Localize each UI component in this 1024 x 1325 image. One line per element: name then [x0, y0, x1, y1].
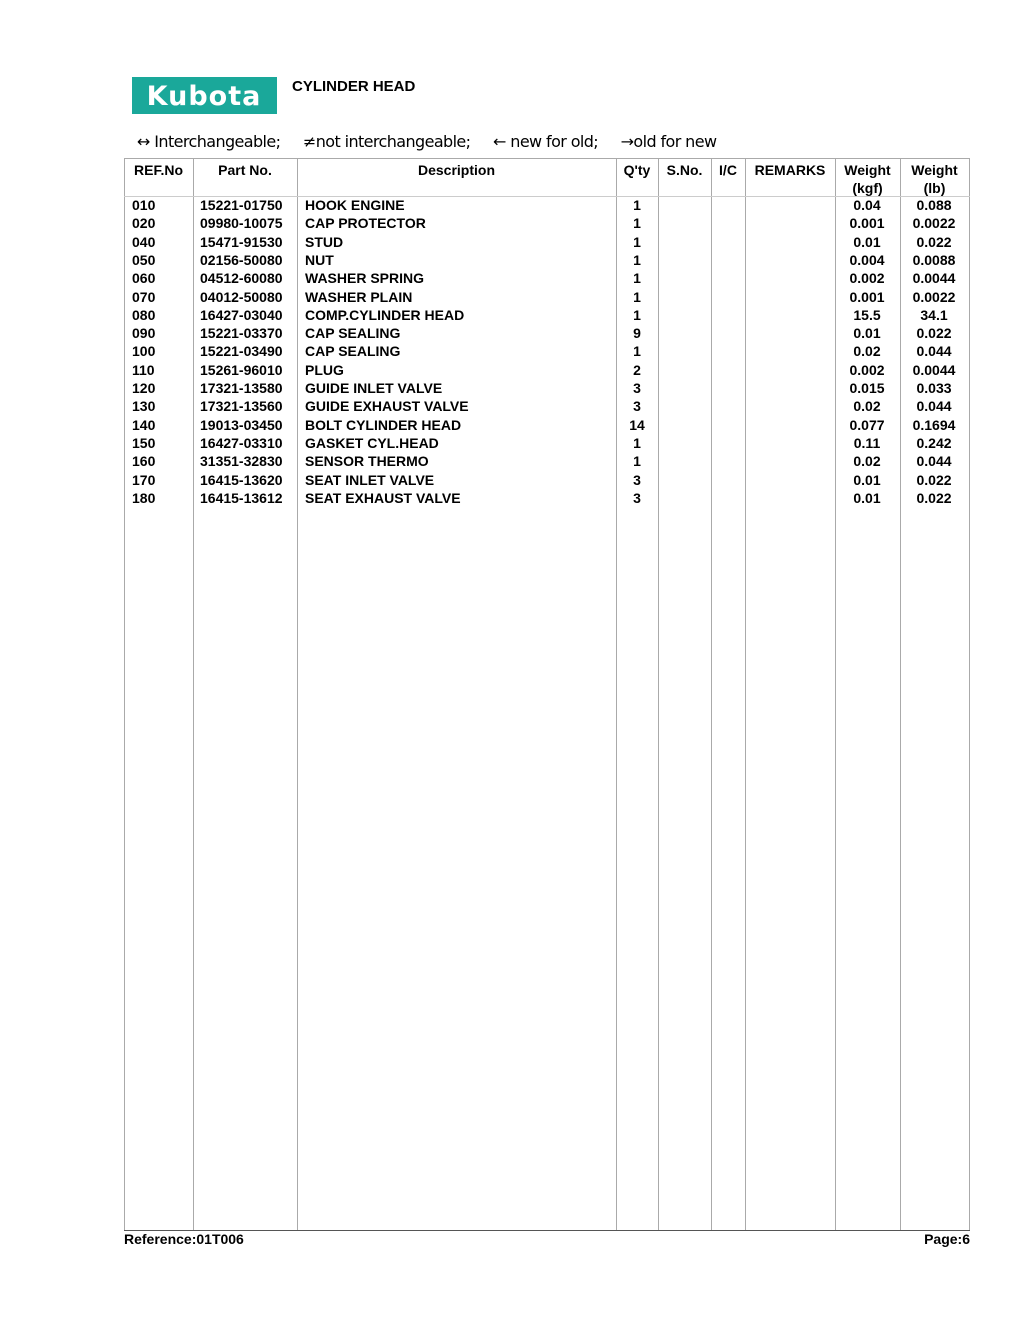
- cell-weight-kgf: 15.5: [853, 306, 881, 323]
- cell-ref: 020: [132, 215, 156, 232]
- cell-part-no: 17321-13580: [200, 380, 283, 396]
- table-row: [124, 325, 970, 343]
- cell-part-no: 16427-03040: [200, 306, 283, 323]
- cell-weight-lb: 0.0044: [912, 361, 956, 378]
- cell-description: GUIDE INLET VALVE: [305, 380, 443, 396]
- table-row: [124, 289, 970, 307]
- footer-page: Page:6: [924, 1231, 970, 1247]
- cell-description: BOLT CYLINDER HEAD: [305, 416, 462, 433]
- cell-description: COMP.CYLINDER HEAD: [305, 306, 465, 323]
- header-weight-kgf: [835, 161, 900, 197]
- cell-weight-kgf: 0.002: [849, 361, 885, 378]
- cell-part-no: 04512-60080: [200, 270, 283, 287]
- cell-description: SENSOR THERMO: [305, 453, 429, 470]
- cell-part-no: 15471-91530: [200, 233, 283, 250]
- cell-qty: 1: [633, 233, 641, 250]
- cell-weight-lb: 0.044: [916, 343, 952, 360]
- cell-description: WASHER PLAIN: [305, 288, 413, 305]
- cell-ref: 120: [132, 380, 156, 396]
- cell-weight-kgf: 0.001: [849, 215, 885, 232]
- table-row: [124, 215, 970, 233]
- header-remarks: REMARKS: [754, 162, 826, 178]
- cell-qty: 1: [633, 306, 641, 323]
- cell-weight-kgf: 0.02: [853, 343, 881, 360]
- svg-text:Kubota: Kubota: [146, 81, 262, 112]
- cell-weight-kgf: 0.001: [849, 288, 885, 305]
- cell-qty: 3: [633, 471, 641, 488]
- cell-ref: 060: [132, 270, 156, 287]
- cell-description: GASKET CYL.HEAD: [305, 434, 439, 451]
- header-sno: S.No.: [666, 162, 703, 178]
- cell-ref: 150: [132, 434, 156, 451]
- table-row: [124, 453, 970, 471]
- cell-ref: 040: [132, 233, 156, 250]
- header-qty: Q'ty: [623, 162, 651, 178]
- cell-ref: 090: [132, 325, 156, 342]
- cell-qty: 1: [633, 453, 641, 470]
- cell-part-no: 15221-03490: [200, 343, 283, 360]
- cell-weight-lb: 0.022: [916, 325, 952, 342]
- table-row: [124, 490, 970, 508]
- header-weight-lb-unit: (lb): [923, 180, 946, 196]
- cell-qty: 3: [633, 380, 641, 396]
- header-description: Description: [417, 162, 495, 178]
- table-row: [124, 398, 970, 416]
- cell-description: NUT: [305, 251, 334, 268]
- cell-ref: 050: [132, 251, 156, 268]
- cell-description: HOOK ENGINE: [305, 197, 405, 213]
- cell-part-no: 15261-96010: [200, 361, 283, 378]
- header-weight-kgf-unit: (kgf): [852, 180, 883, 196]
- cell-weight-kgf: 0.02: [853, 453, 881, 470]
- table-row: [124, 343, 970, 361]
- table-row: [124, 380, 970, 398]
- header-ic: I/C: [719, 162, 737, 178]
- cell-weight-kgf: 0.015: [849, 380, 885, 396]
- cell-weight-kgf: 0.002: [849, 270, 885, 287]
- cell-ref: 140: [132, 416, 156, 433]
- cell-description: STUD: [305, 233, 344, 250]
- table-row: [124, 252, 970, 270]
- cell-qty: 14: [629, 416, 645, 433]
- cell-weight-lb: 0.0022: [912, 215, 956, 232]
- cell-part-no: 17321-13560: [200, 398, 283, 415]
- header-ref: REF.No: [134, 162, 183, 178]
- cell-weight-lb: 0.022: [916, 233, 952, 250]
- legend-old-for-new: →old for new: [620, 132, 717, 151]
- cell-weight-kgf: 0.004: [849, 251, 885, 268]
- cell-part-no: 15221-03370: [200, 325, 283, 342]
- cell-ref: 100: [132, 343, 156, 360]
- cell-part-no: 16415-13620: [200, 471, 283, 488]
- cell-weight-lb: 0.0022: [912, 288, 956, 305]
- cell-part-no: 15221-01750: [200, 197, 283, 213]
- cell-description: SEAT EXHAUST VALVE: [305, 489, 461, 506]
- cell-weight-lb: 0.0088: [912, 251, 956, 268]
- cell-description: WASHER SPRING: [305, 270, 425, 287]
- cell-qty: 1: [633, 270, 641, 287]
- legend-interchangeable: ↔ Interchangeable;: [137, 132, 281, 151]
- kubota-logo-icon: [132, 77, 277, 114]
- cell-description: CAP SEALING: [305, 325, 401, 342]
- cell-weight-kgf: 0.04: [853, 197, 881, 213]
- table-row: [124, 234, 970, 252]
- legend-new-for-old: ← new for old;: [492, 132, 599, 151]
- cell-weight-kgf: 0.01: [853, 471, 881, 488]
- cell-ref: 010: [132, 197, 156, 213]
- cell-weight-lb: 0.0044: [912, 270, 956, 287]
- legend-not-interchangeable: ≠not interchangeable;: [302, 132, 471, 151]
- parts-table: [124, 158, 970, 1231]
- header-weight-kgf-label: Weight: [844, 162, 891, 178]
- cell-qty: 9: [633, 325, 641, 342]
- header-part: Part No.: [218, 162, 272, 178]
- cell-part-no: 31351-32830: [200, 453, 283, 470]
- table-row: [124, 417, 970, 435]
- table-row: [124, 197, 970, 215]
- table-row: [124, 435, 970, 453]
- kubota-logo: [132, 77, 277, 114]
- cell-qty: 1: [633, 288, 641, 305]
- cell-part-no: 19013-03450: [200, 416, 283, 433]
- page-title: CYLINDER HEAD: [292, 78, 416, 95]
- cell-ref: 080: [132, 306, 156, 323]
- table-row: [124, 362, 970, 380]
- cell-weight-kgf: 0.01: [853, 489, 881, 506]
- cell-qty: 2: [633, 361, 641, 378]
- cell-qty: 1: [633, 215, 641, 232]
- cell-weight-lb: 0.022: [916, 471, 952, 488]
- table-row: [124, 472, 970, 490]
- cell-weight-kgf: 0.02: [853, 398, 881, 415]
- cell-ref: 160: [132, 453, 156, 470]
- cell-part-no: 16415-13612: [200, 489, 283, 506]
- cell-description: CAP SEALING: [305, 343, 401, 360]
- cell-description: CAP PROTECTOR: [305, 215, 426, 232]
- cell-description: PLUG: [305, 361, 344, 378]
- header-weight-lb-label: Weight: [911, 162, 958, 178]
- cell-part-no: 09980-10075: [200, 215, 283, 232]
- interchange-legend: [137, 132, 734, 151]
- cell-weight-kgf: 0.077: [849, 416, 885, 433]
- cell-qty: 3: [633, 489, 641, 506]
- cell-weight-lb: 0.033: [916, 380, 952, 396]
- cell-weight-lb: 0.242: [916, 434, 952, 451]
- cell-weight-lb: 0.044: [916, 398, 952, 415]
- cell-part-no: 04012-50080: [200, 288, 283, 305]
- table-row: [124, 270, 970, 288]
- footer-reference: Reference:01T006: [124, 1231, 244, 1247]
- cell-weight-lb: 0.1694: [912, 416, 956, 433]
- header-weight-lb: [900, 161, 969, 197]
- cell-ref: 070: [132, 288, 156, 305]
- cell-qty: 1: [633, 343, 641, 360]
- cell-qty: 1: [633, 251, 641, 268]
- cell-weight-lb: 0.044: [916, 453, 952, 470]
- cell-weight-kgf: 0.11: [853, 434, 881, 451]
- cell-part-no: 16427-03310: [200, 434, 283, 451]
- cell-weight-lb: 0.022: [916, 489, 952, 506]
- cell-ref: 180: [132, 489, 156, 506]
- table-row: [124, 307, 970, 325]
- cell-ref: 110: [132, 361, 155, 378]
- cell-part-no: 02156-50080: [200, 251, 283, 268]
- cell-qty: 3: [633, 398, 641, 415]
- cell-weight-lb: 0.088: [916, 197, 952, 213]
- cell-qty: 1: [633, 197, 641, 213]
- cell-description: SEAT INLET VALVE: [305, 471, 435, 488]
- cell-ref: 170: [132, 471, 156, 488]
- cell-description: GUIDE EXHAUST VALVE: [305, 398, 469, 415]
- cell-weight-lb: 34.1: [920, 306, 948, 323]
- cell-weight-kgf: 0.01: [853, 233, 881, 250]
- cell-weight-kgf: 0.01: [853, 325, 881, 342]
- cell-ref: 130: [132, 398, 156, 415]
- cell-qty: 1: [633, 434, 641, 451]
